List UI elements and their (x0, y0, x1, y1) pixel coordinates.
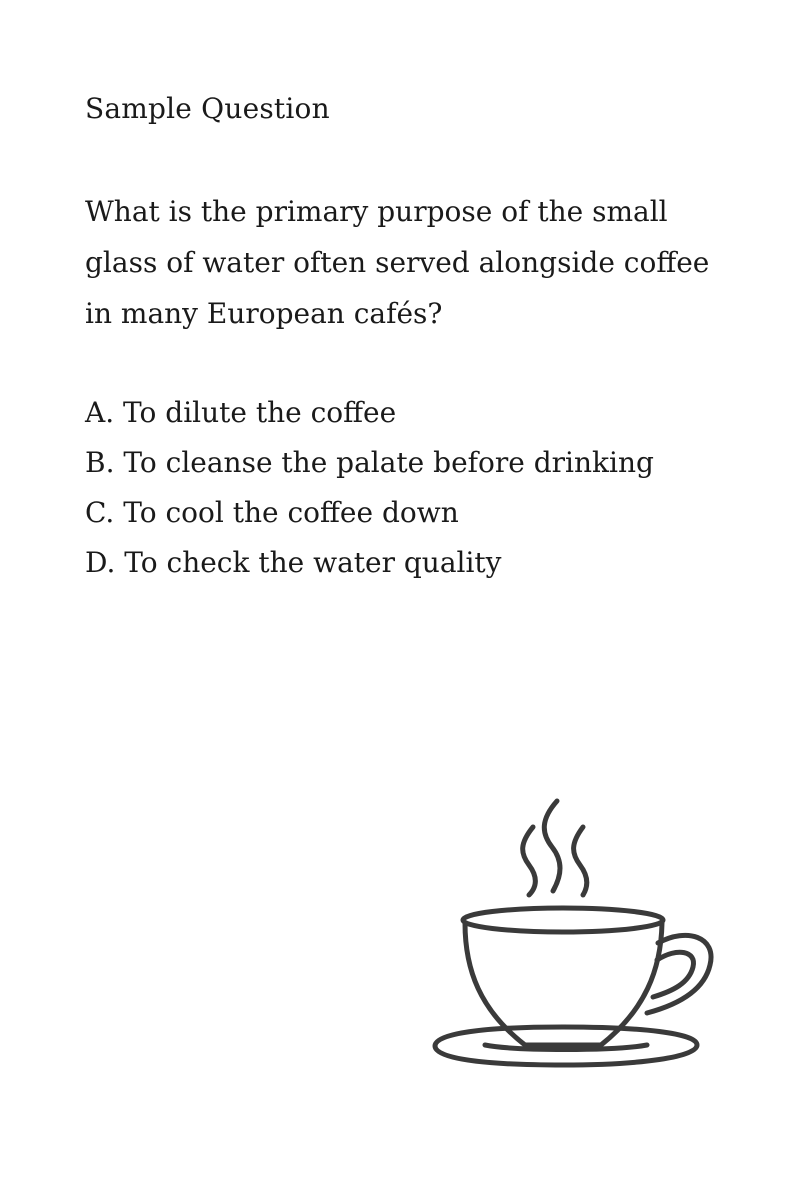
answer-options (85, 388, 654, 588)
steam-right (574, 827, 587, 895)
option-c: C. To cool the coffee down (85, 496, 459, 529)
coffee-cup-icon (425, 795, 715, 1085)
cup-rim (463, 908, 663, 932)
option-b: B. To cleanse the palate before drinking (85, 446, 654, 479)
steam-left (523, 827, 536, 895)
steam-middle (544, 801, 560, 891)
cup-handle-inner (653, 952, 694, 997)
cup-handle (647, 935, 711, 1013)
option-d: D. To check the water quality (85, 546, 502, 579)
option-a: A. To dilute the coffee (85, 396, 397, 429)
question-text: What is the primary purpose of the small glass of water often served alongside coffee in many European cafés? (85, 195, 710, 330)
section-heading: Sample Question (85, 92, 330, 125)
